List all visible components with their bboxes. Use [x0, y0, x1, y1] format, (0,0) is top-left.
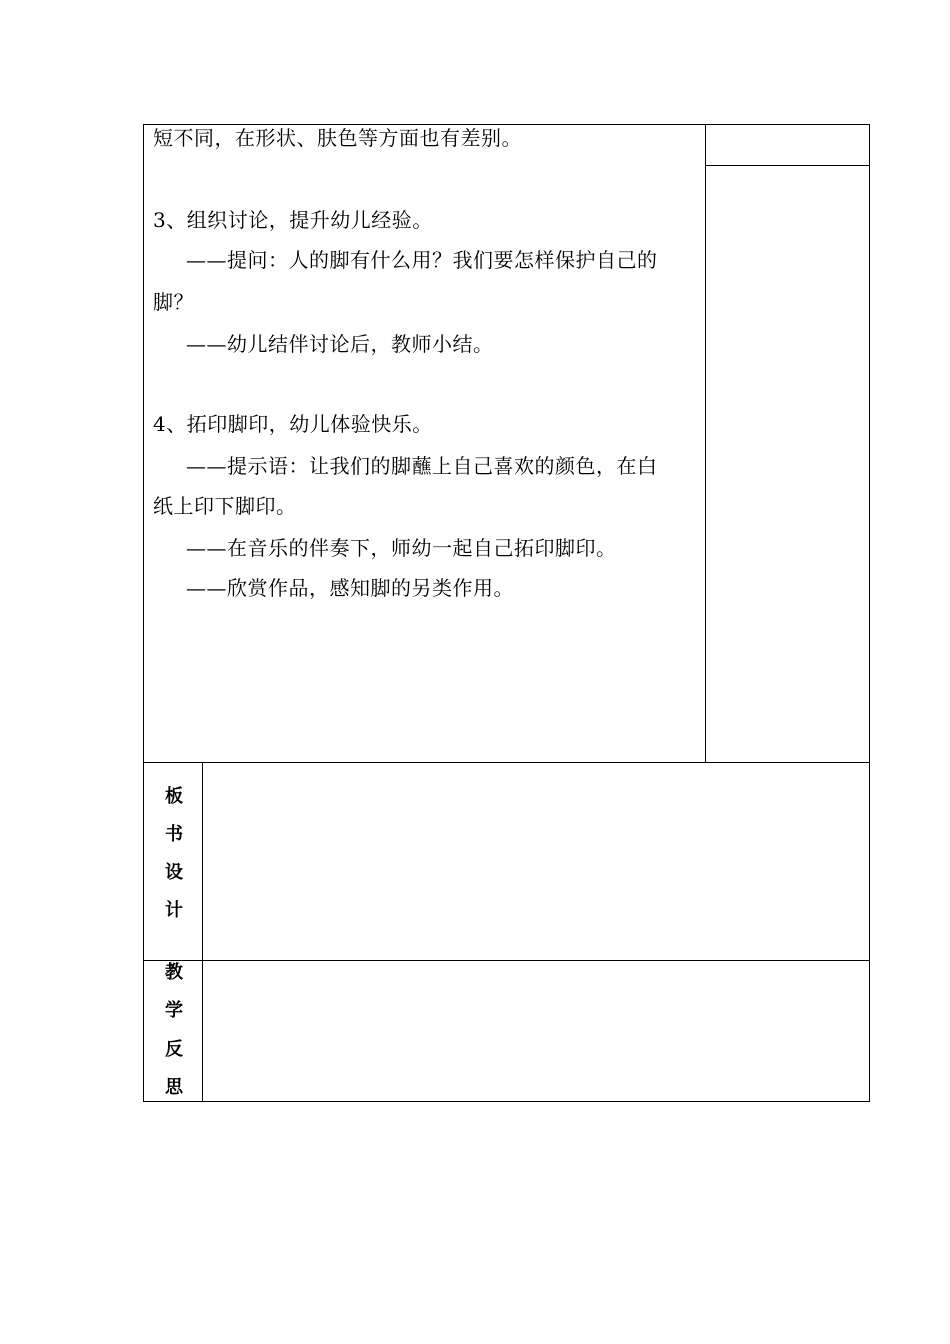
board-design-char-4: 计: [165, 900, 183, 921]
content-line-8: 纸上印下脚印。: [153, 494, 297, 518]
reflection-char-4: 思: [165, 1077, 183, 1098]
content-line-5: ——幼儿结伴讨论后，教师小结。: [186, 332, 494, 356]
right-column-divider: [705, 124, 706, 763]
content-line-10: ——欣赏作品，感知脚的另类作用。: [186, 576, 514, 600]
board-design-char-1: 板: [165, 786, 183, 807]
content-line-1: 短不同，在形状、肤色等方面也有差别。: [153, 126, 522, 150]
reflection-char-3: 反: [165, 1039, 183, 1060]
reflection-char-2: 学: [165, 1000, 183, 1021]
reflection-char-1: 教: [165, 962, 183, 983]
step-3-heading: 3、组织讨论，提升幼儿经验。: [153, 208, 433, 232]
right-top-cell-border: [705, 165, 870, 166]
label-column-divider: [202, 762, 203, 1102]
reflection-top-border: [143, 960, 870, 961]
step-4-heading: 4、拓印脚印，幼儿体验快乐。: [153, 412, 433, 436]
content-line-7: ——提示语：让我们的脚蘸上自己喜欢的颜色，在白: [186, 454, 658, 478]
board-design-char-2: 书: [165, 824, 183, 845]
content-line-3: ——提问：人的脚有什么用？我们要怎样保护自己的: [186, 248, 658, 272]
content-line-4: 脚？: [153, 290, 194, 314]
content-line-9: ——在音乐的伴奏下，师幼一起自己拓印脚印。: [186, 536, 617, 560]
board-design-top-border: [143, 762, 870, 763]
board-design-char-3: 设: [165, 862, 183, 883]
